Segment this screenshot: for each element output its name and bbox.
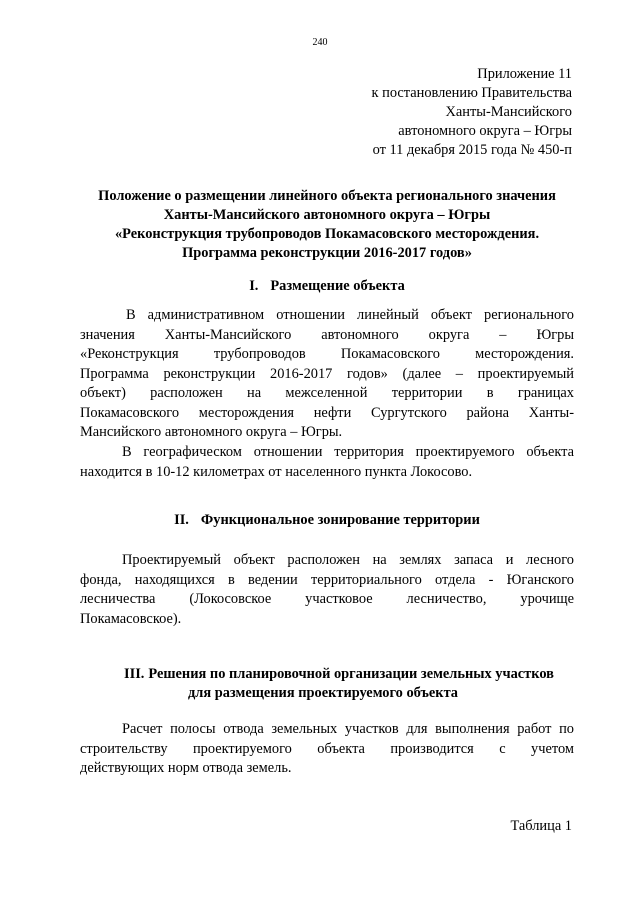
document-title bbox=[80, 187, 574, 263]
paragraph-line: Программа реконструкции 2016-2017 годов» (далее – проектируемый bbox=[80, 365, 574, 382]
paragraph-line: «Реконструкция трубопроводов Покамасовского месторождения. bbox=[80, 346, 574, 362]
paragraph-line: В географическом отношении территория проектируемого объекта bbox=[122, 444, 574, 460]
paragraph-line: объект) расположен на межселенной территории в границах bbox=[80, 385, 574, 401]
title-line: Положение о размещении линейного объекта регионального значения bbox=[98, 188, 556, 204]
section-number: I. bbox=[249, 278, 259, 294]
paragraph-line: строительству проектируемого объекта производится с учетом bbox=[80, 740, 574, 757]
appendix-line: от 11 декабря 2015 года № 450-п bbox=[372, 142, 572, 158]
appendix-line: Ханты-Мансийского bbox=[445, 104, 572, 120]
page-number: 240 bbox=[312, 37, 328, 48]
appendix-line: к постановлению Правительства bbox=[371, 85, 572, 101]
paragraph-line: фонда, находящихся в ведении территориального отдела - Юганского bbox=[80, 571, 574, 588]
paragraph-line: значения Ханты-Мансийского автономного округа – Югры bbox=[80, 326, 574, 343]
section-1-paragraph-1 bbox=[80, 306, 574, 443]
section-heading-text: Функциональное зонирование территории bbox=[200, 512, 480, 528]
paragraph-line: Мансийского автономного округа – Югры. bbox=[80, 424, 343, 440]
section-heading-text: Размещение объекта bbox=[270, 278, 405, 294]
section-number: II. bbox=[174, 512, 189, 528]
table-label: Таблица 1 bbox=[510, 818, 572, 834]
section-number: III. bbox=[124, 666, 145, 682]
section-3-paragraph-1 bbox=[80, 720, 574, 779]
paragraph-line: находится в 10-12 километрах от населенного пункта Локосово. bbox=[80, 463, 473, 480]
title-line: Программа реконструкции 2016-2017 годов» bbox=[182, 245, 472, 261]
appendix-line: автономного округа – Югры bbox=[398, 123, 572, 139]
paragraph-line: Покамасовского месторождения нефти Сургутского района Ханты- bbox=[80, 404, 574, 421]
title-line: Ханты-Мансийского автономного округа – Югры bbox=[163, 207, 491, 223]
title-line: «Реконструкция трубопроводов Покамасовского месторождения. bbox=[114, 226, 540, 242]
section-2-paragraph-1 bbox=[80, 551, 574, 629]
section-3-heading-line-2 bbox=[188, 684, 640, 703]
section-1-paragraph-2 bbox=[80, 443, 574, 482]
paragraph-line: В административном отношении линейный объект регионального bbox=[126, 307, 574, 323]
appendix-line: Приложение 11 bbox=[477, 66, 572, 82]
appendix-block bbox=[372, 65, 572, 160]
section-heading-text: для размещения проектируемого объекта bbox=[188, 685, 459, 701]
section-heading-text: Решения по планировочной организации земельных участков bbox=[148, 666, 554, 682]
section-1-heading bbox=[80, 277, 574, 296]
paragraph-line: Покамасовское). bbox=[80, 610, 182, 627]
section-3-heading bbox=[124, 665, 618, 684]
paragraph-line: Расчет полосы отвода земельных участков для выполнения работ по bbox=[122, 721, 574, 737]
section-2-heading bbox=[80, 511, 574, 530]
paragraph-line: лесничества (Локосовское участковое лесничество, урочище bbox=[80, 591, 574, 607]
paragraph-line: действующих норм отвода земель. bbox=[80, 760, 292, 776]
paragraph-line: Проектируемый объект расположен на землях запаса и лесного bbox=[122, 552, 574, 568]
